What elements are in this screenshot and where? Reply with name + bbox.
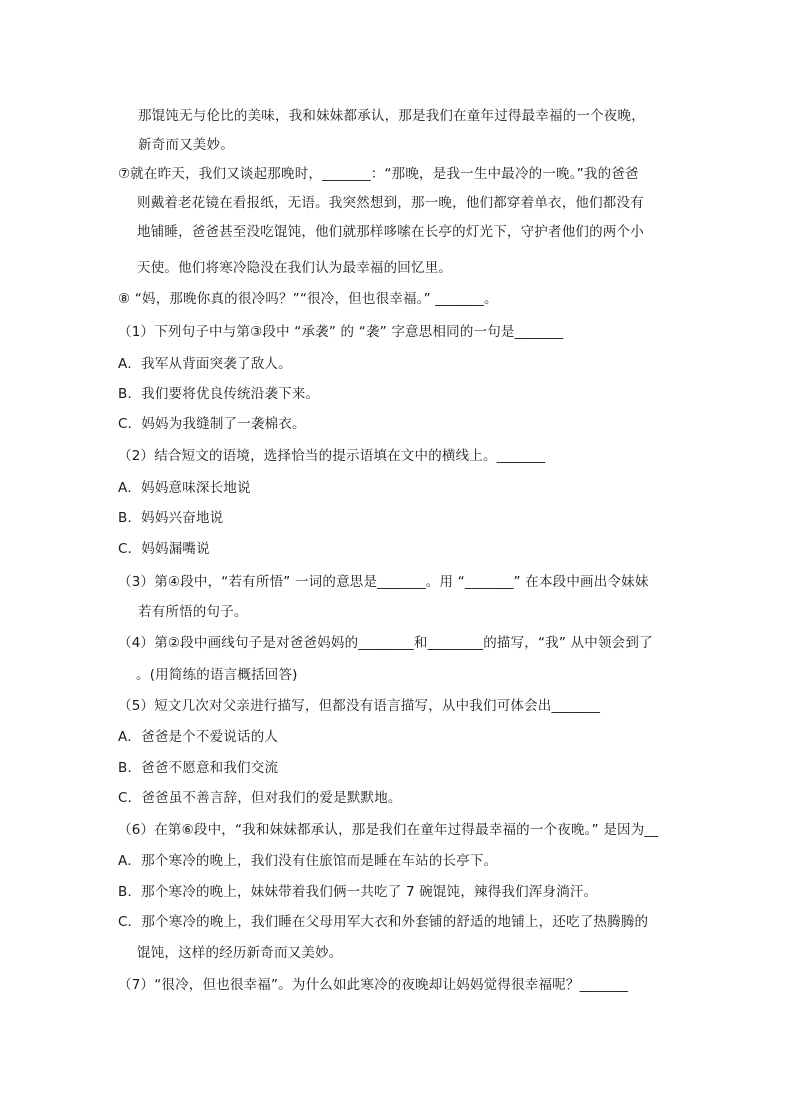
option-a: A．我军从背面突袭了敌人。 bbox=[118, 356, 292, 372]
question-2: （2）结合短文的语境，选择恰当的提示语填在文中的横线上。_______ bbox=[118, 448, 546, 464]
text-line: 馄饨，这样的经历新奇而又美妙。 bbox=[137, 945, 343, 961]
question-4: （4）第②段中画线句子是对爸爸妈妈的________和________的描写，“我” 从中领会到了 bbox=[118, 635, 653, 651]
text-line: 新奇而又美妙。 bbox=[138, 137, 234, 153]
text-line: 地铺睡，爸爸甚至没吃馄饨，他们就那样哆嗦在长亭的灯光下，守护者他们的两个小 bbox=[137, 224, 644, 240]
text-line: 天使。他们将寒冷隐没在我们认为最幸福的回忆里。 bbox=[137, 260, 453, 276]
option-b: B．爸爸不愿意和我们交流 bbox=[118, 760, 279, 776]
text-line: ⑦就在昨天，我们又谈起那晚时，_______：“那晚，是我一生中最冷的一晚。”我的爸爸 bbox=[118, 166, 639, 182]
option-b: B．我们要将优良传统沿袭下来。 bbox=[118, 386, 320, 402]
option-c: C．妈妈漏嘴说 bbox=[118, 541, 210, 557]
text-line: 则戴着老花镜在看报纸，无语。我突然想到，那一晚，他们都穿着单衣，他们都没有 bbox=[137, 195, 644, 211]
text-line: 若有所悟的句子。 bbox=[138, 604, 248, 620]
question-6: （6）在第⑥段中，“我和妹妹都承认，那是我们在童年过得最幸福的一个夜晚。” 是因为__ bbox=[118, 822, 659, 838]
option-b: B．那个寒冷的晚上，妹妹带着我们俩一共吃了 7 碗馄饨，辣得我们浑身淌汗。 bbox=[118, 884, 598, 900]
option-c: C．爸爸虽不善言辞，但对我们的爱是默默地。 bbox=[118, 790, 402, 806]
text-line: 那馄饨无与伦比的美味，我和妹妹都承认，那是我们在童年过得最幸福的一个夜晚， bbox=[138, 108, 645, 124]
option-b: B．妈妈兴奋地说 bbox=[118, 510, 224, 526]
question-1: （1）下列句子中与第③段中 “承袭” 的 “袭” 字意思相同的一句是_______ bbox=[118, 324, 564, 340]
question-7: （7）“很冷，但也很幸福”。为什么如此寒冷的夜晚却让妈妈觉得很幸福呢？_______ bbox=[118, 977, 629, 993]
text-line: ⑧ “妈，那晚你真的很冷吗？”“很冷，但也很幸福。” _______。 bbox=[118, 291, 498, 307]
option-a: A．爸爸是个不爱说话的人 bbox=[118, 729, 279, 745]
option-c: C．妈妈为我缝制了一袭棉衣。 bbox=[118, 416, 306, 432]
text-line: 。(用简练的语言概括回答) bbox=[136, 667, 298, 683]
question-5: （5）短文几次对父亲进行描写，但都没有语言描写，从中我们可体会出_______ bbox=[118, 698, 601, 714]
option-c: C．那个寒冷的晚上，我们睡在父母用军大衣和外套铺的舒适的地铺上，还吃了热腾腾的 bbox=[118, 914, 649, 930]
option-a: A．那个寒冷的晚上，我们没有住旅馆而是睡在车站的长亭下。 bbox=[118, 853, 498, 869]
question-3: （3）第④段中，“若有所悟” 一词的意思是_______。用 “_______” 在本段中画出令妹妹 bbox=[118, 574, 649, 590]
option-a: A．妈妈意味深长地说 bbox=[118, 480, 251, 496]
